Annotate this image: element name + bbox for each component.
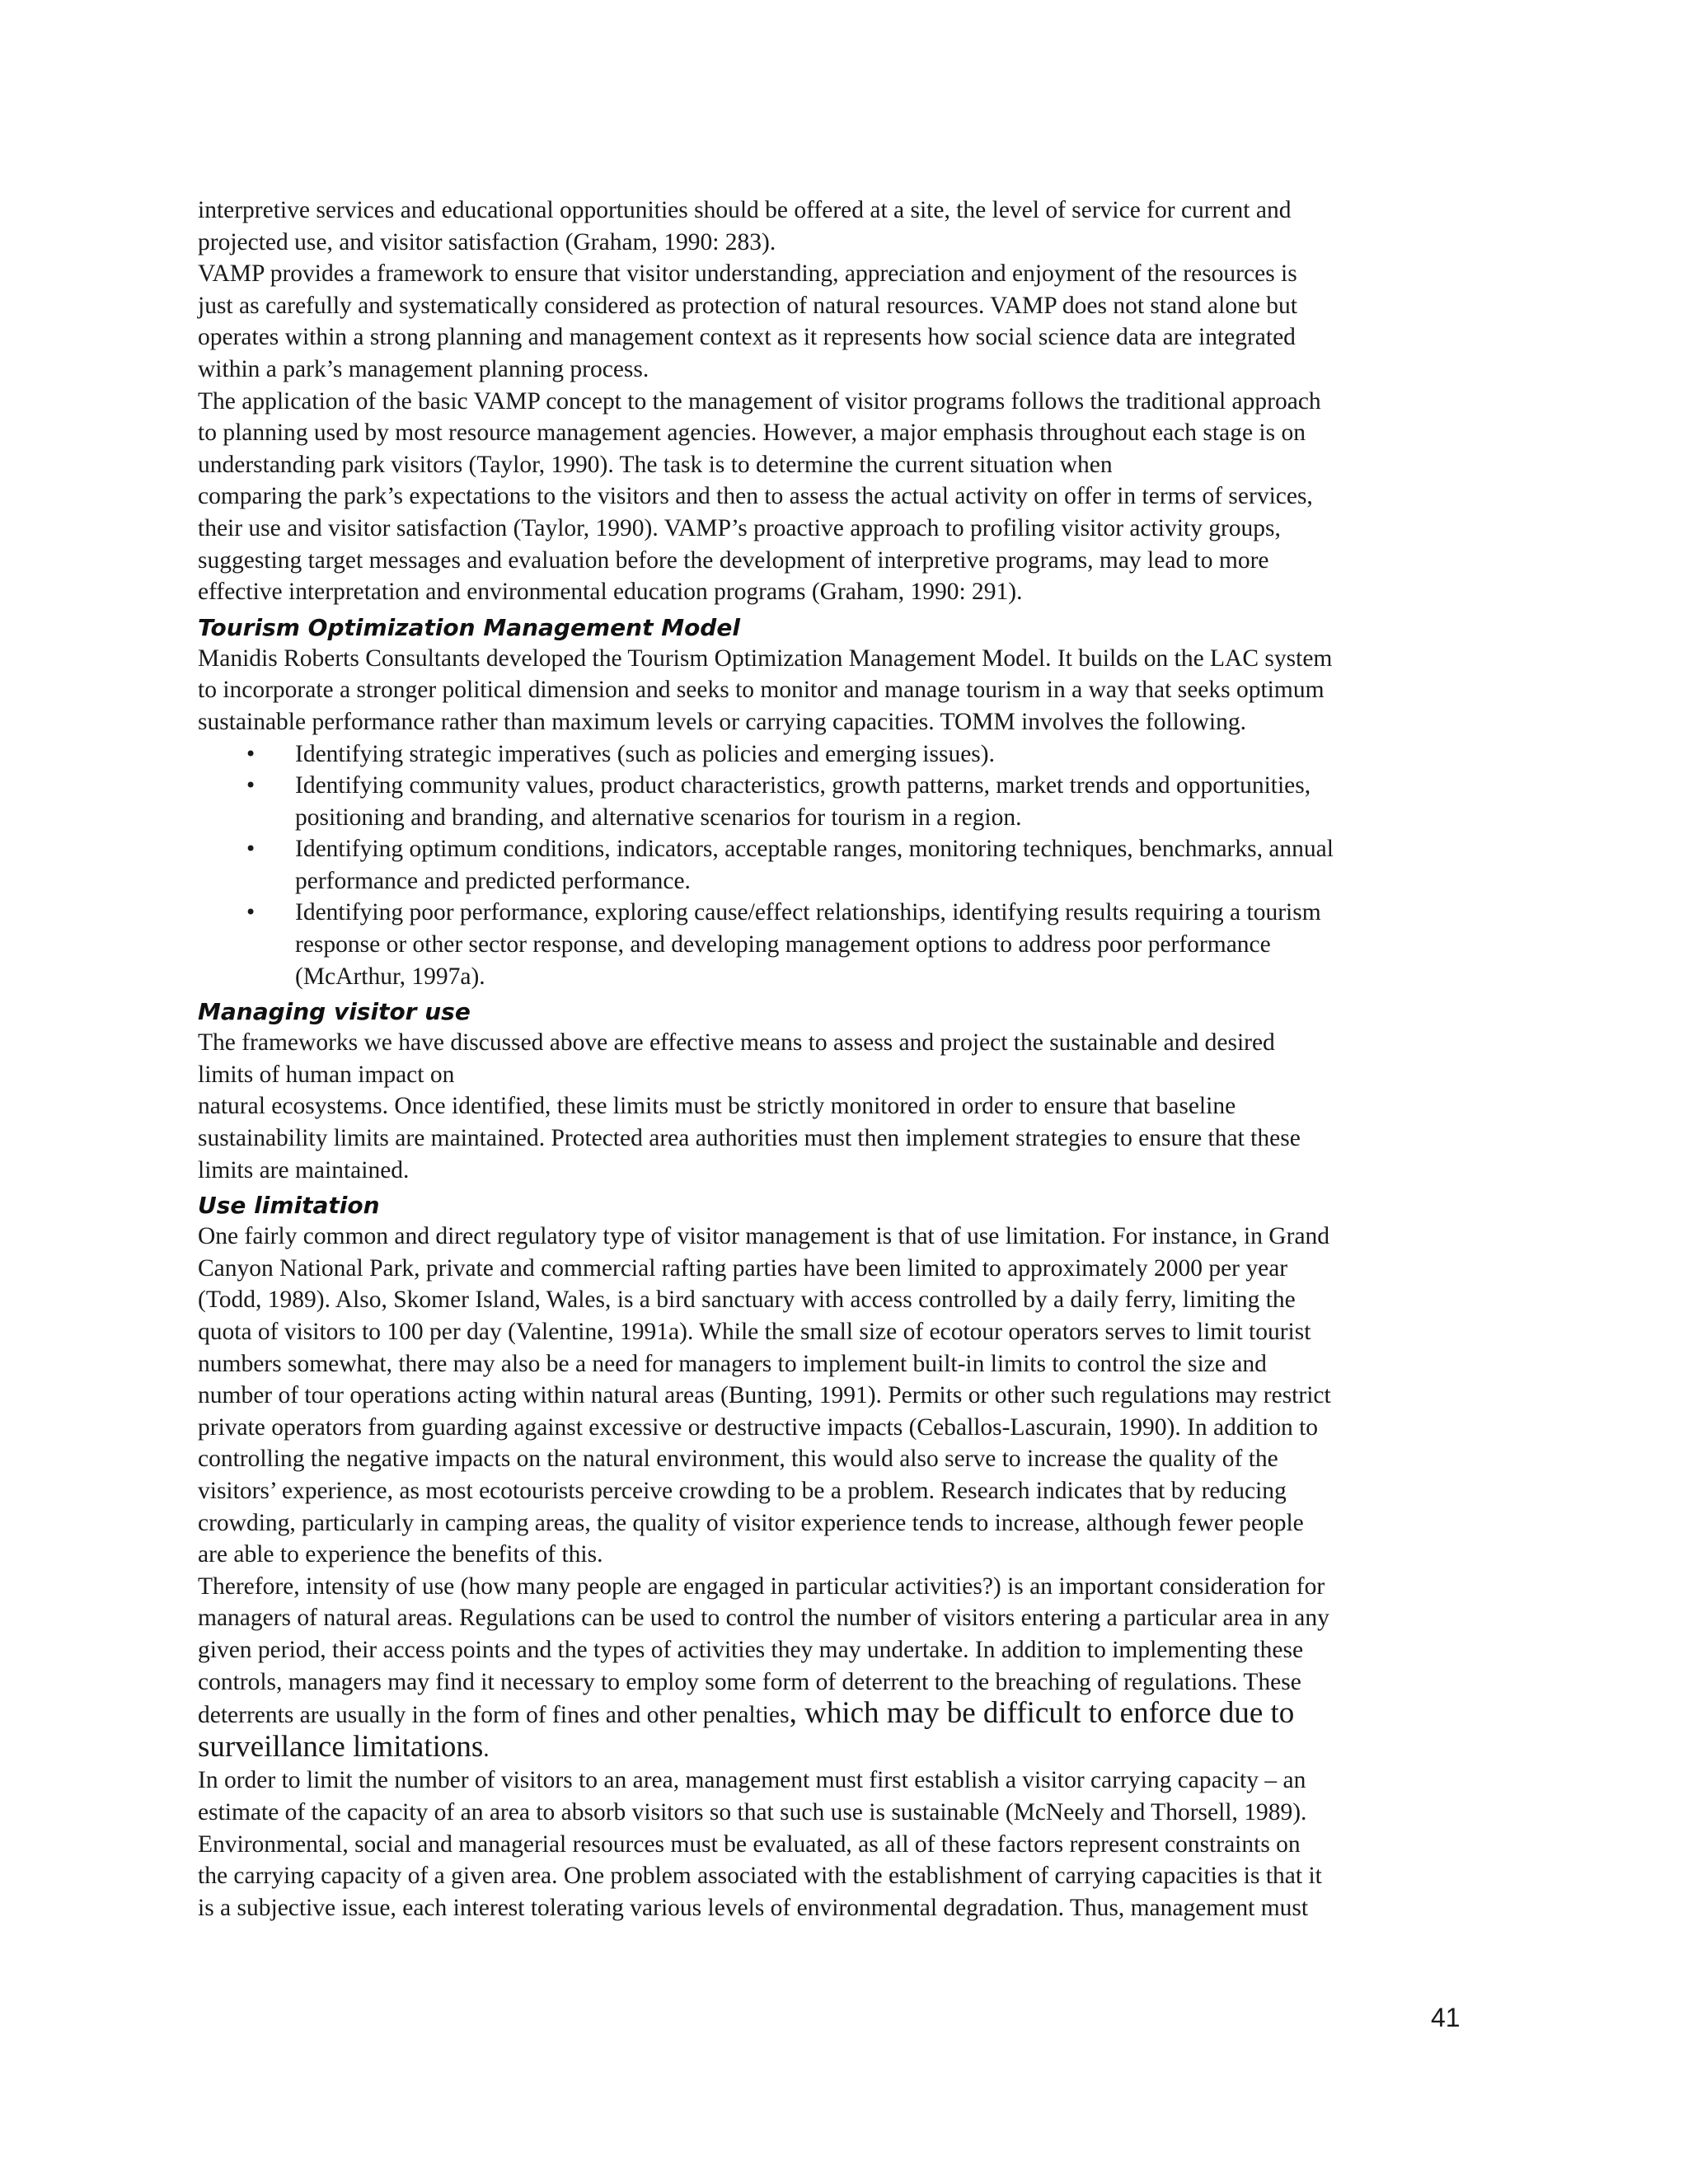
paragraph-tomm-intro: Manidis Roberts Consultants developed the Tourism Optimization Management Model. It builds on the LAC system to incorporate a stronger political dimension and seeks to monitor and manage tourism in a way that seeks optimum sustainable performance rather than maximum levels or carrying capacities. TOMM involves the following.: [198, 644, 1333, 735]
heading-managing-visitor-use: Managing visitor use: [198, 998, 471, 1026]
document-page: [198, 194, 1500, 1924]
page-number: 41: [1431, 2003, 1461, 2032]
list-item: • Identifying strategic imperatives (such as policies and emerging issues).: [198, 738, 1500, 771]
paragraph-vamp-intro: interpretive services and educational opportunities should be offered at a site, the level of service for current and projected use, and visitor satisfaction (Graham, 1990: 283).: [198, 197, 1292, 255]
tomm-bullet-list: [198, 738, 1500, 993]
heading-tomm: Tourism Optimization Management Model: [198, 613, 740, 641]
bullet-icon: •: [245, 837, 257, 861]
list-item: • Identifying poor performance, exploring cause/effect relationships, identifying results requiring a tourism response or other sector response, and developing management options to address poor performance (McArthur, 1997a).: [198, 897, 1500, 992]
bullet-icon: •: [245, 901, 257, 925]
bullet-icon: •: [245, 774, 257, 798]
paragraph-use-limitation-1: One fairly common and direct regulatory type of visitor management is that of use limitation. For instance, in Grand Canyon National Park, private and commercial rafting parties have been limited to approximately 2000 per year (Todd, 1989). Also, Skomer Island, Wales, is a bird sanctuary with access controlled by a daily ferry, limiting the quota of visitors to 100 per day (Valentine, 1991a). While the small size of ecotour operators serves to limit tourist numbers somewhat, there may also be a need for managers to implement built-in limits to control the size and number of tour operations acting within natural areas (Bunting, 1991). Permits or other such regulations may restrict private operators from guarding against excessive or destructive impacts (Ceballos-Lascurain, 1990). In addition to controlling the negative impacts on the natural environment, this would also serve to increase the quality of the visitors’ experience, as most ecotourists perceive crowding to be a problem. Research indicates that by reducing crowding, particularly in camping areas, the quality of visitor experience tends to increase, although fewer people are able to experience the benefits of this.: [198, 1223, 1331, 1568]
heading-use-limitation: Use limitation: [198, 1192, 380, 1220]
paragraph-use-limitation-3: In order to limit the number of visitors to an area, management must first establish a visitor carrying capacity – an estimate of the capacity of an area to absorb visitors so that such use is sustainable (McNeely and Thorsell, 1989). Environmental, social and managerial resources must be evaluated, as all of these factors represent constraints on the carrying capacity of a given area. One problem associated with the establishment of carrying capacities is that it is a subjective issue, each interest tolerating various levels of environmental degradation. Thus, management must: [198, 1767, 1322, 1921]
paragraph-managing-visitor-use: The frameworks we have discussed above are effective means to assess and project the sustainable and desired limits of human impact on natural ecosystems. Once identified, these limits must be strictly monitored in order to ensure that baseline sustainability limits are maintained. Protected area authorities must then implement strategies to ensure that these limits are maintained.: [198, 1029, 1301, 1183]
list-item: • Identifying optimum conditions, indicators, acceptable ranges, monitoring techniques, benchmarks, annual performance and predicted performance.: [198, 833, 1500, 897]
list-item: • Identifying community values, product characteristics, growth patterns, market trends and opportunities, positioning and branding, and alternative scenarios for tourism in a region.: [198, 770, 1500, 833]
paragraph-use-limitation-2: Therefore, intensity of use (how many people are engaged in particular activities?) is an important consideration for managers of natural areas. Regulations can be used to control the number of visitors entering a particular area in any given period, their access points and the types of activities they may undertake. In addition to implementing these controls, managers may find it necessary to employ some form of deterrent to the breaching of regulations. These deterrents are usually in the form of fines and other penalties, which may be difficult to enforce due to surveillance limitations.: [198, 1572, 1329, 1764]
bullet-icon: •: [245, 742, 257, 766]
paragraph-vamp-application: The application of the basic VAMP concept to the management of visitor programs follows the traditional approach to planning used by most resource management agencies. However, a major emphasis throughout each stage is on understanding park visitors (Taylor, 1990). The task is to determine the current situation when comparing the park’s expectations to the visitors and then to assess the actual activity on offer in terms of services, their use and visitor satisfaction (Taylor, 1990). VAMP’s proactive approach to profiling visitor activity groups, suggesting target messages and evaluation before the development of interpretive programs, may lead to more effective interpretation and environmental education programs (Graham, 1990: 291).: [198, 387, 1321, 606]
paragraph-vamp-framework: VAMP provides a framework to ensure that visitor understanding, appreciation and enjoyment of the resources is just as carefully and systematically considered as protection of natural resources. VAMP does not stand alone but operates within a strong planning and management context as it represents how social science data are integrated within a park’s management planning process.: [198, 260, 1297, 382]
